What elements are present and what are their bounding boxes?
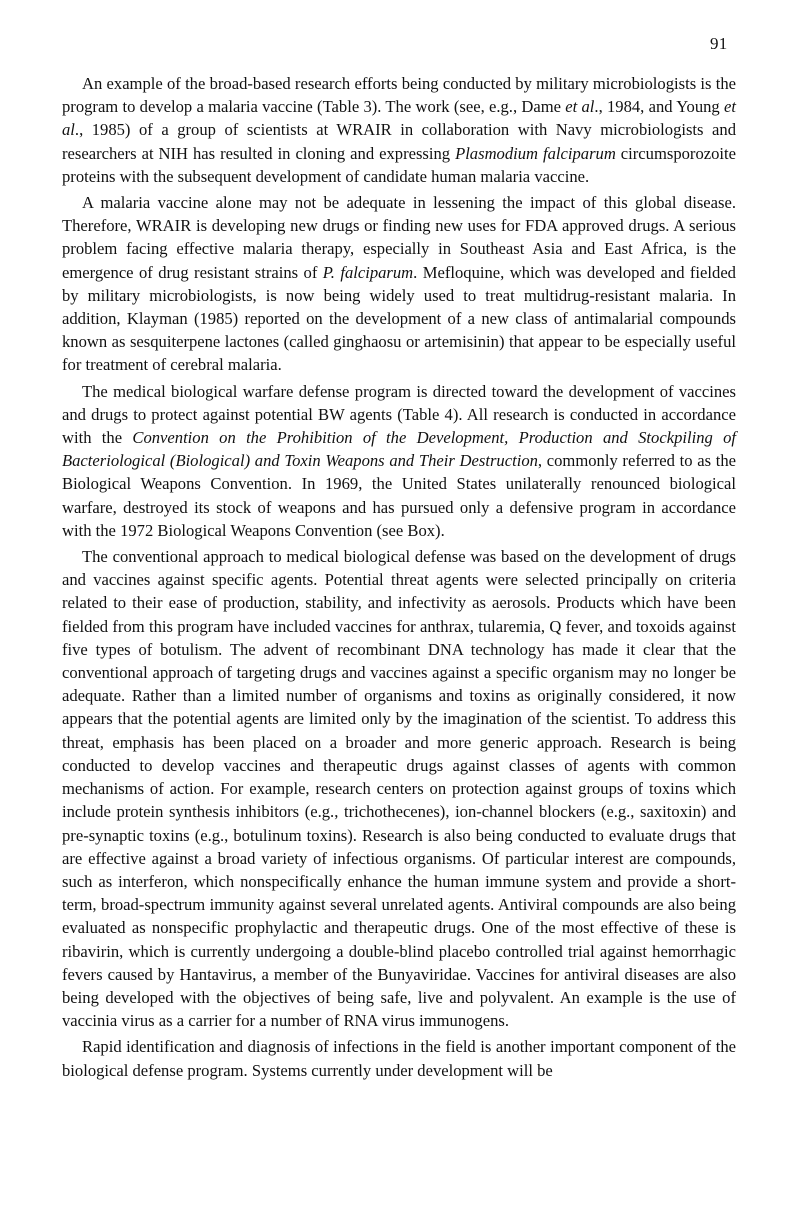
italic-text-run: Convention on the Prohibition of the Development, Production and Stockpiling of Bacteriological (Biological) and Toxin Weapons and Their Destruction <box>62 428 736 471</box>
text-run: The conventional approach to medical biological defense was based on the development of drugs and vaccines against specific agents. Potential threat agents were selected principally on criteria related to their ease of production, stability, and infectivity as aerosols. Products which have been fielded from this program have included vaccines for anthrax, tularemia, Q fever, and toxoids against five types of botulism. The advent of recombinant DNA technology has made it clear that the conventional approach of targeting drugs and vaccines against a specific organism may no longer be adequate. Rather than a limited number of organisms and toxins as originally considered, it now appears that the potential agents are limited only by the imagination of the scientist. To address this threat, emphasis has been placed on a broader and more generic approach. Research is being conducted to develop vaccines and therapeutic drugs against classes of agents with common mechanisms of action. For example, research centers on protection against groups of toxins which include protein synthesis inhibitors (e.g., trichothecenes), ion-channel blockers (e.g., saxitoxin) and pre-synaptic toxins (e.g., botulinum toxins). Research is also being conducted to evaluate drugs that are effective against a broad variety of infectious organisms. Of particular interest are compounds, such as interferon, which nonspecifically enhance the human immune system and provide a short-term, broad-spectrum immunity against several unrelated agents. Antiviral compounds are also being evaluated as nonspecific prophylactic and therapeutic drugs. One of the most effective of these is ribavirin, which is currently undergoing a double-blind placebo controlled trial against hemorrhagic fevers caused by Hantavirus, a member of the Bunyaviridae. Vaccines for antiviral diseases are also being developed with the objectives of being safe, live and polyvalent. An example is the use of vaccinia virus as a carrier for a number of RNA virus immunogens. <box>62 547 736 1031</box>
paragraph-conventional-approach <box>62 545 736 1032</box>
italic-text-run: Plasmodium falciparum <box>455 143 616 163</box>
text-run: circumsporozoite proteins with the subsequent development of candidate human malaria vaccine. <box>62 143 736 186</box>
text-run: ., 1984, and Young <box>594 97 724 117</box>
body-text <box>62 72 736 1085</box>
paragraph-malaria-vaccine <box>62 72 736 188</box>
text-run: The medical biological warfare defense program is directed toward the development of vaccines and drugs to protect against potential BW agents (Table 4). All research is conducted in accordance with the <box>62 381 736 448</box>
text-run: . Mefloquine, which was developed and fielded by military microbiologists, is now being widely used to treat multidrug-resistant malaria. In addition, Klayman (1985) reported on the development of a new class of antimalarial compounds known as sesquiterpene lactones (called ginghaosu or artemisinin) that appear to be especially useful for treatment of cerebral malaria. <box>62 262 736 375</box>
page-number: 91 <box>710 34 728 53</box>
paragraph-rapid-identification <box>62 1035 736 1081</box>
italic-text-run: et al <box>62 97 736 140</box>
text-run: , commonly referred to as the Biological Weapons Convention. In 1969, the United States unilaterally renounced biological warfare, destroyed its stock of weapons and has pursued only a defensive program in accordance with the 1972 Biological Weapons Convention (see Box). <box>62 451 736 540</box>
italic-text-run: et al <box>565 97 595 117</box>
paragraph-malaria-drugs <box>62 191 736 377</box>
text-run: An example of the broad-based research efforts being conducted by military microbiologists is the program to develop a malaria vaccine (Table 3). The work (see, e.g., Dame <box>62 74 736 117</box>
italic-text-run: P. falciparum <box>322 262 414 282</box>
text-run: Rapid identification and diagnosis of infections in the field is another important component of the biological defense program. Systems currently under development will be <box>62 1037 736 1080</box>
text-run: A malaria vaccine alone may not be adequate in lessening the impact of this global disease. Therefore, WRAIR is developing new drugs or finding new uses for FDA approved drugs. A serious problem facing effective malaria therapy, especially in Southeast Asia and East Africa, is the emergence of drug resistant strains of <box>62 193 736 282</box>
paragraph-bw-convention <box>62 380 736 542</box>
text-run: ., 1985) of a group of scientists at WRAIR in collaboration with Navy microbiologists and researchers at NIH has resulted in cloning and expressing <box>62 120 736 163</box>
